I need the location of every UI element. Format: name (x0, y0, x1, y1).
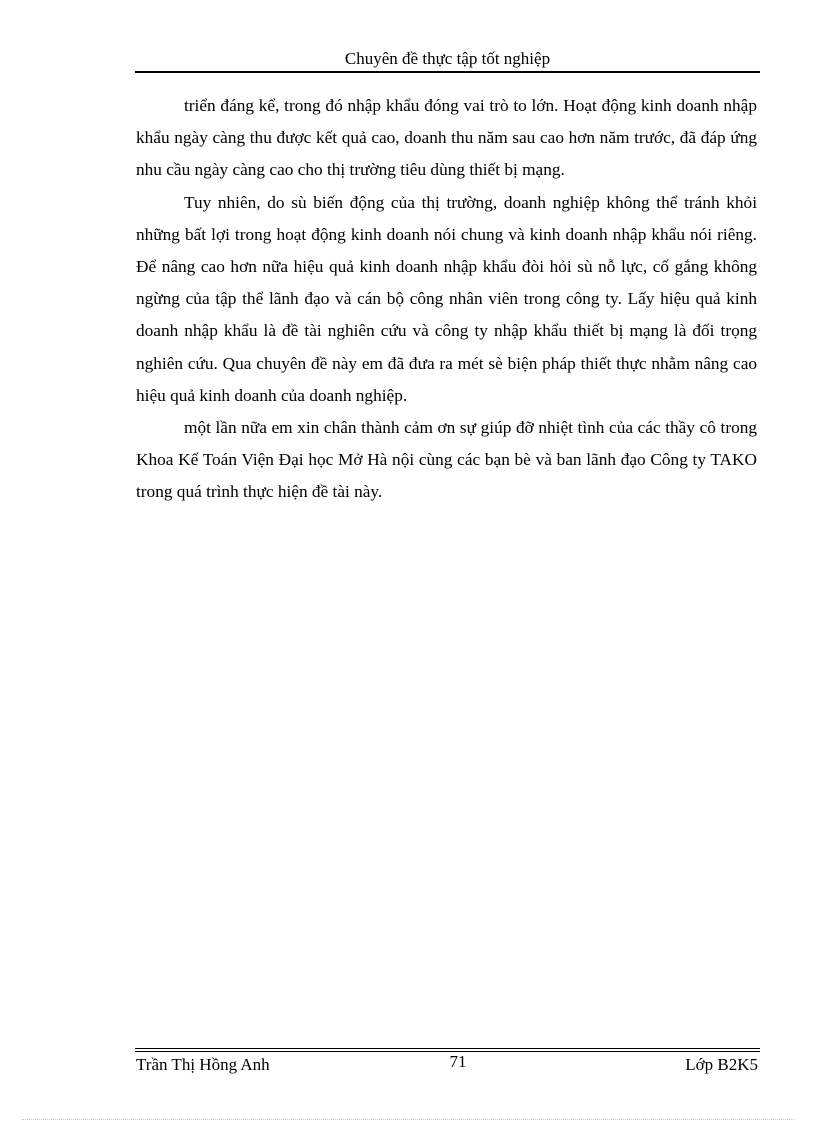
footer-class: Lớp B2K5 (685, 1055, 758, 1074)
paragraph-3: một lần nữa em xin chân thành cảm ơn sự giúp đỡ nhiệt tình của các thầy cô trong Khoa Kế Toán Viện Đại học Mở Hà nội cùng các bạn bè và ban lãnh đạo Công ty TAKO trong quá trình thực hiện đề tài này. (136, 418, 757, 502)
page-header-title: Chuyên đề thực tập tốt nghiệp (344, 49, 551, 68)
body-text (136, 90, 757, 509)
page-bottom-border (22, 1119, 794, 1120)
footer-author: Trần Thị Hồng Anh (136, 1055, 270, 1074)
page-number: 71 (449, 1052, 467, 1071)
paragraph-2: Tuy nhiên, do sù biến động của thị trường, doanh nghiệp không thể tránh khỏi những bất lợi trong hoạt động kinh doanh nói chung và kinh doanh nhập khẩu nói riêng. Để nâng cao hơn nữa hiệu quả kinh doanh nhập khẩu đòi hỏi sù nỗ lực, cố gắng không ngừng của tập thể lãnh đạo và cán bộ công nhân viên trong công ty. Lấy hiệu quả kinh doanh nhập khẩu là đề tài nghiên cứu và công ty nhập khẩu thiết bị mạng là đối trọng nghiên cứu. Qua chuyên đề này em đã đưa ra mét sè biện pháp thiết thực nhằm nâng cao hiệu quả kinh doanh của doanh nghiệp. (136, 192, 757, 405)
paragraph-1: triển đáng kể, trong đó nhập khẩu đóng vai trò to lớn. Hoạt động kinh doanh nhập khẩu ngày càng thu được kết quả cao, doanh thu năm sau cao hơn năm trước, đã đáp ứng nhu cầu ngày càng cao cho thị trường tiêu dùng thiết bị mạng. (136, 96, 757, 180)
header-divider (135, 71, 760, 73)
